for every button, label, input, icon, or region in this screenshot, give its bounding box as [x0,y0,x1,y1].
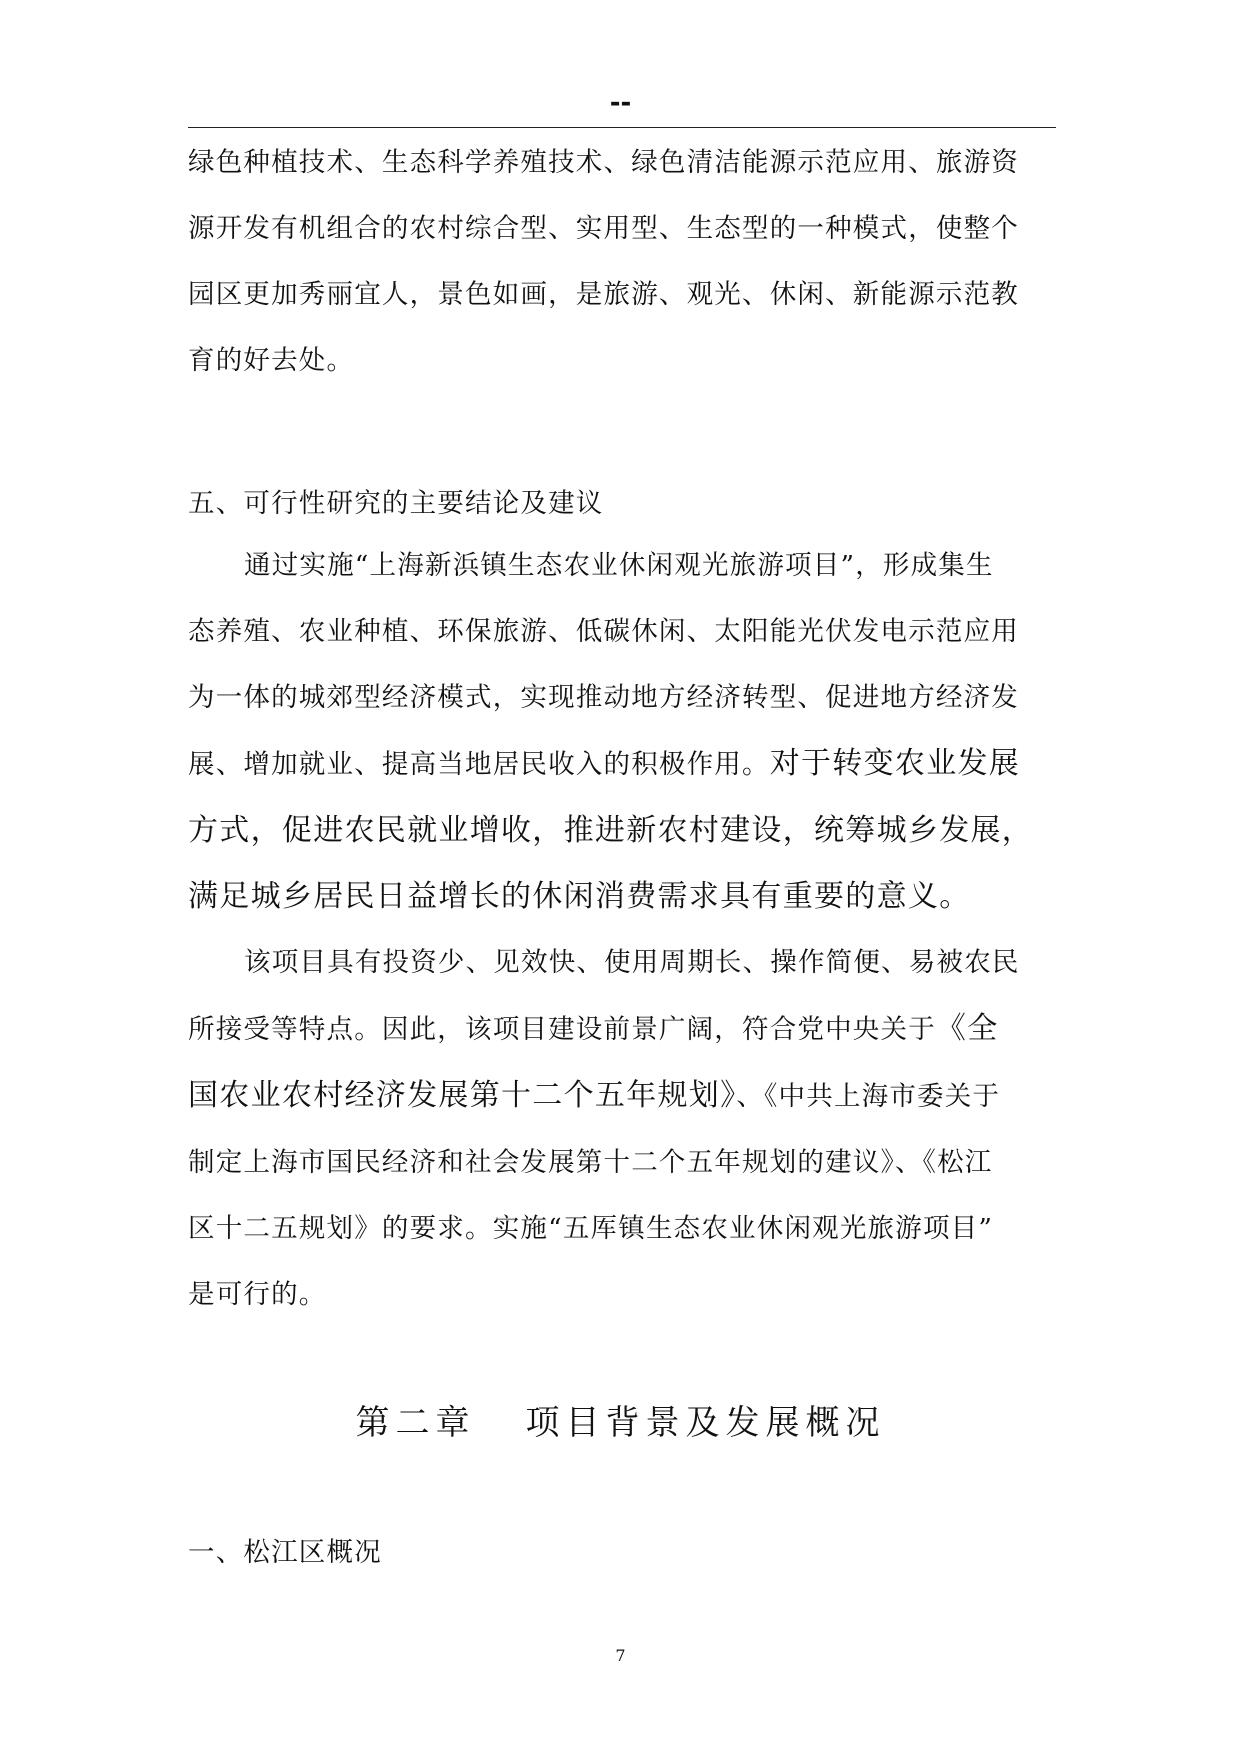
text-line [188,996,1056,1063]
text-line: 育的好去处。 [188,345,355,376]
text-line: 满足城乡居民日益增长的休闲消费需求具有重要的意义。 [188,879,971,914]
text-line [188,1063,1056,1130]
text-line: 区十二五规划》的要求。实施“五厍镇生态农业休闲观光旅游项目” [188,1213,994,1244]
text-segment: 、《中共上海市委关于 [736,1081,1001,1112]
chapter-title [0,1400,1241,1446]
text-line [188,731,1056,798]
header-divider [188,127,1056,128]
text-line: 园区更加秀丽宜人，景色如画，是旅游、观光、休闲、新能源示范教 [188,279,1019,310]
text-segment: 所接受等特点。因此，该项目建设前景广阔，符合党中央关于 [188,1014,936,1045]
text-line: 源开发有机组合的农村综合型、实用型、生态型的一种模式，使整个 [188,213,1019,244]
conclusions-paragraph-1 [188,533,1056,930]
text-segment: 国农业农村经济发展第十二个五年规划》 [188,1078,737,1113]
conclusions-paragraph-2 [188,930,1056,1328]
text-segment: 对于转变农业发展 [769,746,1021,781]
text-line: 该项目具有投资少、见效快、使用周期长、操作简便、易被农民 [244,947,1020,978]
text-line: 态养殖、农业种植、环保旅游、低碳休闲、太阳能光伏发电示范应用 [188,616,1019,647]
text-segment: 《全 [935,1011,999,1046]
chapter-number: 第二章 [355,1403,476,1443]
chapter-name: 项目背景及发展概况 [525,1403,886,1443]
text-line: 是可行的。 [188,1279,327,1310]
text-segment: 展、增加就业、提高当地居民收入的积极作用。 [188,749,770,780]
text-line: 为一体的城郊型经济模式，实现推动地方经济转型、促进地方经济发 [188,682,1019,713]
page-number: 7 [615,1646,626,1665]
text-line: 制定上海市国民经济和社会发展第十二个五年规划的建议》、《松江 [188,1147,993,1178]
section-heading-conclusions: 五、可行性研究的主要结论及建议 [188,488,604,519]
text-line: 方式，促进农民就业增收，推进新农村建设，统筹城乡发展， [188,813,1034,848]
page-header-mark: -- [609,88,632,118]
text-line: 通过实施“上海新浜镇生态农业休闲观光旅游项目”，形成集生 [244,550,994,581]
intro-paragraph [188,130,1056,394]
section-heading-songjiang: 一、松江区概况 [188,1537,382,1568]
text-line: 绿色种植技术、生态科学养殖技术、绿色清洁能源示范应用、旅游资 [188,147,1019,178]
